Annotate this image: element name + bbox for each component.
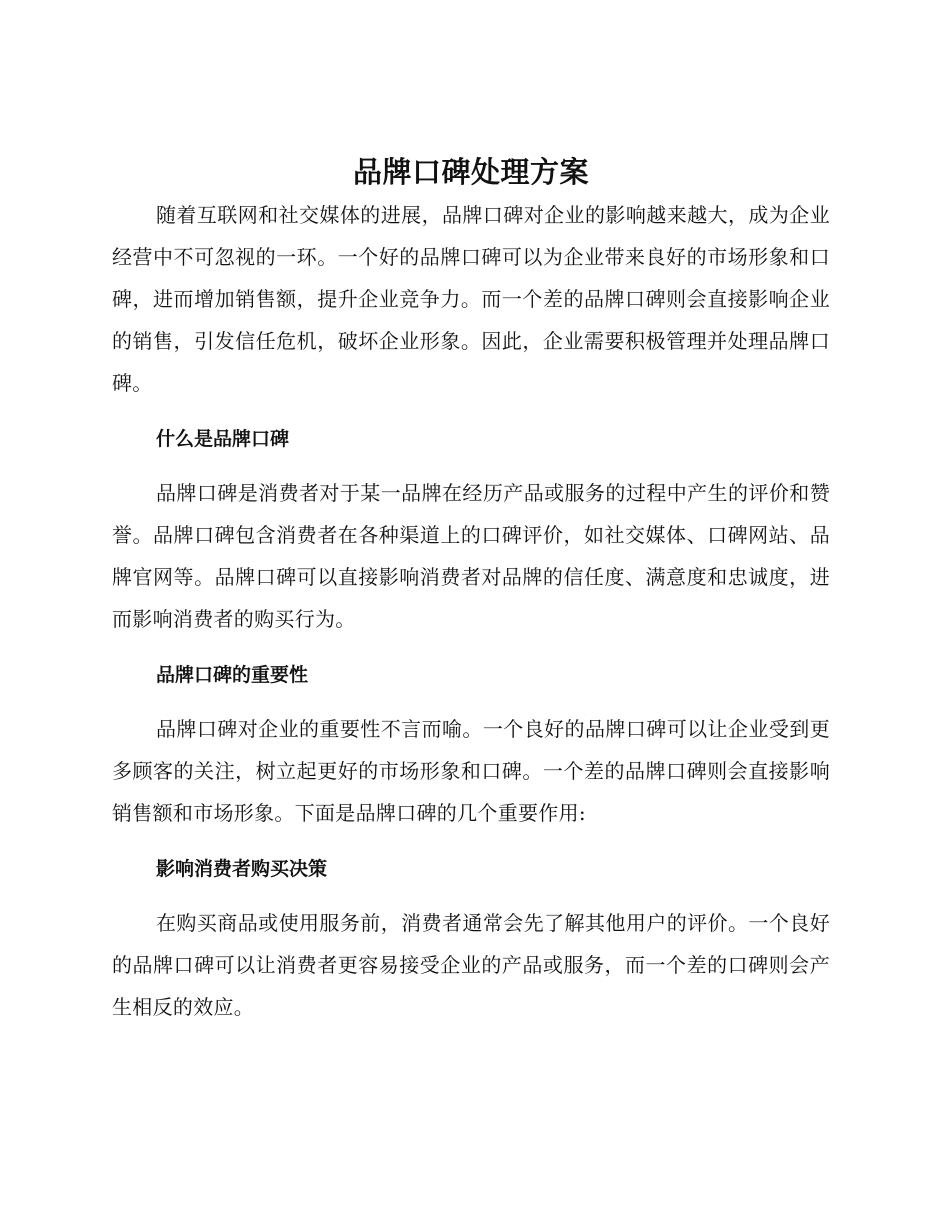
document-page: [112, 150, 830, 1028]
section-paragraph-purchase-decision: 在购买商品或使用服务前，消费者通常会先了解其他用户的评价。一个良好的品牌口碑可以让消费者更容易接受企业的产品或服务，而一个差的口碑则会产生相反的效应。: [112, 911, 830, 1019]
section-paragraph-importance: 品牌口碑对企业的重要性不言而喻。一个良好的品牌口碑可以让企业受到更多顾客的关注，树立起更好的市场形象和口碑。一个差的品牌口碑则会直接影响销售额和市场形象。下面是品牌口碑的几个重要作用:: [112, 717, 830, 825]
section-heading-what-is: 什么是品牌口碑: [156, 428, 290, 450]
section-heading-importance: 品牌口碑的重要性: [156, 664, 309, 686]
document-title: 品牌口碑处理方案: [352, 155, 589, 189]
intro-paragraph: 随着互联网和社交媒体的进展，品牌口碑对企业的影响越来越大，成为企业经营中不可忽视的一环。一个好的品牌口碑可以为企业带来良好的市场形象和口碑，进而增加销售额，提升企业竞争力。而一个差的品牌口碑则会直接影响企业的销售，引发信任危机，破坏企业形象。因此，企业需要积极管理并处理品牌口碑。: [112, 203, 830, 395]
section-paragraph-what-is: 品牌口碑是消费者对于某一品牌在经历产品或服务的过程中产生的评价和赞誉。品牌口碑包含消费者在各种渠道上的口碑评价，如社交媒体、口碑网站、品牌官网等。品牌口碑可以直接影响消费者对品牌的信任度、满意度和忠诚度，进而影响消费者的购买行为。: [112, 481, 830, 631]
section-heading-purchase-decision: 影响消费者购买决策: [156, 858, 328, 880]
